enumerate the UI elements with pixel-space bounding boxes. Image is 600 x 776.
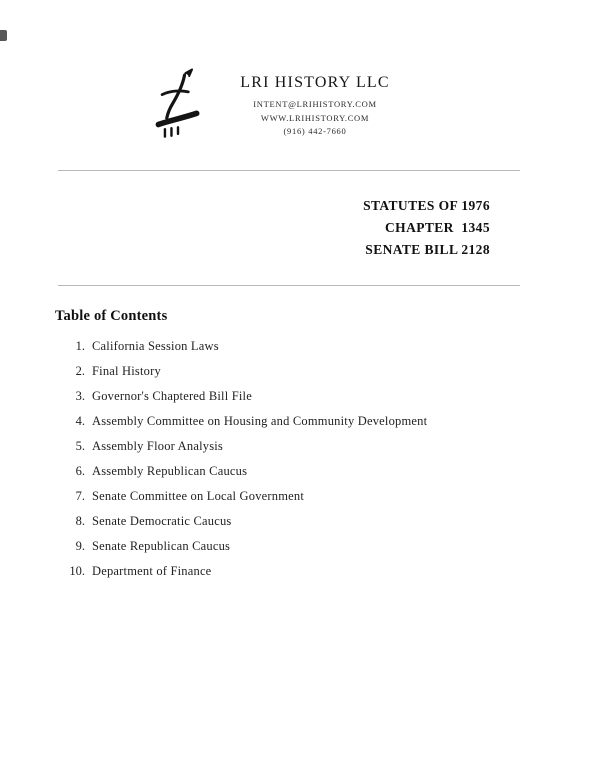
toc-item <box>0 514 600 539</box>
company-phone: (916) 442-7660 <box>283 126 347 136</box>
toc-item-number: 8. <box>75 514 85 528</box>
toc-item-number: 1. <box>75 339 85 353</box>
toc-item-number: 3. <box>75 389 85 403</box>
toc-item <box>0 539 600 564</box>
toc-item-number: 7. <box>75 489 85 503</box>
toc-item-label: Assembly Republican Caucus <box>92 464 248 478</box>
divider-bottom <box>58 285 520 286</box>
company-email: INTENT@LRIHISTORY.COM <box>253 99 377 109</box>
statute-line-2: CHAPTER 1345 <box>385 220 490 235</box>
statute-line-1: STATUTES OF 1976 <box>363 198 490 213</box>
toc-item-label: Department of Finance <box>92 564 212 578</box>
toc-item-number: 4. <box>75 414 85 428</box>
toc-item-label: Assembly Floor Analysis <box>92 439 223 453</box>
toc-item <box>0 389 600 414</box>
toc-item <box>0 464 600 489</box>
toc-item <box>0 439 600 464</box>
toc-item <box>0 489 600 514</box>
toc-item-label: Senate Committee on Local Government <box>92 489 305 503</box>
letterhead <box>0 0 600 142</box>
toc-item-number: 9. <box>75 539 85 553</box>
toc-item-number: 6. <box>75 464 85 478</box>
toc-item <box>0 339 600 364</box>
toc-title: Table of Contents <box>55 308 168 324</box>
toc-item-label: Governor's Chaptered Bill File <box>92 389 252 403</box>
toc-item-number: 10. <box>69 564 85 578</box>
statute-heading <box>0 195 600 261</box>
toc-item-label: California Session Laws <box>92 339 219 353</box>
toc-item <box>0 414 600 439</box>
divider-top <box>58 170 520 171</box>
toc-item-label: Assembly Committee on Housing and Community Development <box>92 414 428 428</box>
company-logo-icon <box>150 66 206 142</box>
company-website: WWW.LRIHISTORY.COM <box>260 112 370 123</box>
company-name: LRI HISTORY LLC <box>240 74 390 91</box>
toc-item-label: Senate Democratic Caucus <box>92 514 232 528</box>
toc-item-label: Senate Republican Caucus <box>92 539 231 553</box>
toc-item <box>0 364 600 389</box>
toc-item <box>0 564 600 589</box>
toc-list <box>0 339 600 589</box>
scan-artifact <box>0 30 7 41</box>
company-info <box>240 62 390 139</box>
statute-line-3: SENATE BILL 2128 <box>365 242 490 257</box>
toc-item-number: 5. <box>75 439 85 453</box>
toc-item-number: 2. <box>75 364 85 378</box>
toc-item-label: Final History <box>92 364 161 378</box>
